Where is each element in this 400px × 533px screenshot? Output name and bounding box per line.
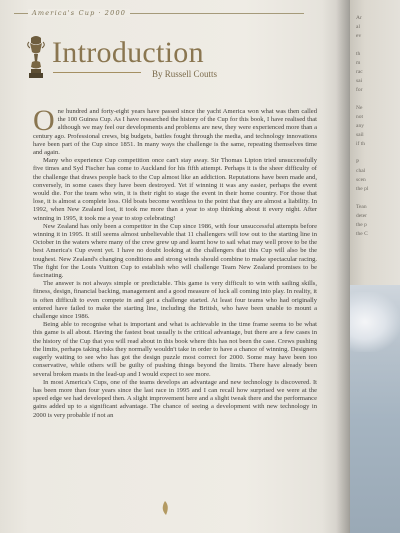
drop-cap: O: [33, 104, 55, 137]
facing-line: sail: [356, 132, 364, 138]
facing-line: Tean: [356, 204, 367, 210]
facing-page-cloud: [350, 292, 400, 352]
facing-line: ev: [356, 33, 362, 39]
facing-line: sai: [356, 78, 363, 84]
facing-line: deter: [356, 213, 367, 219]
facing-line: chal: [356, 168, 366, 174]
facing-line: not: [356, 114, 364, 120]
paragraph-1-text: ne hundred and forty-eight years have passed since the yacht America won what was then called the 100 Guinea Cup. As I have researched the history of the Cup for this book, I have realised that although we may feel our developments and problems are new, they were experienced more than a century ago. Professional crews, big budgets, battles fought through the media, and technology innovations have been part of the Cup since 1851. In many ways the challenge is the same, repeating themselves time and again.: [33, 108, 317, 157]
leaf-ornament-icon: [160, 500, 170, 516]
facing-line: any: [356, 123, 364, 129]
facing-line: the C: [356, 231, 368, 237]
facing-line: if th: [356, 141, 366, 147]
facing-line: scen: [356, 177, 366, 183]
running-title-text: America's Cup: [32, 9, 96, 17]
running-title: [28, 9, 130, 17]
paragraph-2: Many who experience Cup competition once can't stay away. Sir Thomas Lipton tried unsuccessfully five times and Syd Fischer has come to Auckland for his fifth attempt. Perhaps it is the sheer difficulty of the challenge that draws people back to the Cup almost like an addiction. Reputations have been made and, conversely, in some cases they have been destroyed. Yet if winning it was any easier, perhaps the event would die. For the team who win, it is their right to stage the event in their home country. For those that lose, it is almost a complete loss. Old boats become worthless to the point that they are almost a liability. In 1992, when New Zealand lost, it took me more than a year to stop thinking about it every night. After winning in 1995, it took me a year to stop celebrating!: [33, 157, 317, 222]
facing-line: Ne: [356, 105, 363, 111]
facing-line: th: [356, 51, 361, 57]
facing-line: P: [356, 159, 360, 165]
facing-line: Ar: [356, 15, 362, 21]
facing-line: the p: [356, 222, 367, 228]
paragraph-4: The answer is not always simple or predictable. This game is very difficult to win with sailing skills, fitness, design, financial backing, management and a good measure of luck all coming into play. In reality, it is often difficult to even compete in and get a challenge started. At least four teams who had originally entered have failed to make the starting line, including the British, who have been unable to mount a challenge since 1986.: [33, 280, 317, 321]
gutter-shadow: [336, 0, 350, 533]
facing-line: rac: [356, 69, 363, 75]
header-separator: ·: [98, 9, 102, 17]
paragraph-3: New Zealand has only been a competitor in the Cup since 1986, with four unsuccessful attempts before winning it in 1995. It still seems almost unbelievable that 11 challengers will tow out to the starting line in October in the waters where many of the crew grew up and learnt how to sail what may well prove to be the best America's Cup event yet. I have no doubt looking at the challengers that this Cup will also be the toughest. New Zealand's changing conditions and strong winds should combine to make spectacular racing. The fight for the Louis Vuitton Cup to establish who will challenge Team New Zealand promises to be fascinating.: [33, 222, 317, 280]
title-underline: [53, 72, 141, 73]
facing-line: [356, 149, 398, 158]
paragraph-5: Being able to recognise what is important and what is achievable in the time frame seems to be what this game is all about. Having the fastest boat usually is the critical advantage, but there are a few cases in the history of the Cup that you will read about in this book where this has not been the case. Crews pushing the limits, perhaps taking risks they normally wouldn't take in order to have a chance of winning. Designers eagerly waiting to see who has got the design puzzle most correct for 2000. Some may have been too conservative, while others will be guilty of pushing things beyond the limits. There have already been several broken masts in the lead-up and I would expect to see more.: [33, 321, 317, 378]
facing-page: [350, 0, 400, 533]
facing-line: for: [356, 87, 363, 93]
facing-line: the pl: [356, 186, 369, 192]
facing-line: [356, 41, 398, 50]
paragraph-6: In most America's Cups, one of the teams develops an advantage and new technology is discovered. It has been more than four years since the last race in 1995 and I can recall how surprised we were at the speed edge we had developed then. A slight improvement here and a slight tweak there and the performance gains added up to a significant advantage. The chance of seeing a development with new technology in 2000 is very probable if not an: [33, 378, 317, 419]
paragraph-1: [33, 104, 317, 157]
facing-line: al: [356, 24, 360, 30]
article-body: [33, 104, 317, 528]
facing-line: m: [356, 60, 361, 66]
facing-line: [356, 95, 398, 104]
running-year: 2000: [104, 9, 127, 17]
running-header: [14, 9, 319, 19]
author-byline: By Russell Coutts: [152, 69, 218, 79]
page-title: Introduction: [52, 36, 204, 69]
trophy-icon: [25, 34, 47, 82]
facing-line: [356, 194, 398, 203]
facing-page-text: [356, 14, 398, 239]
